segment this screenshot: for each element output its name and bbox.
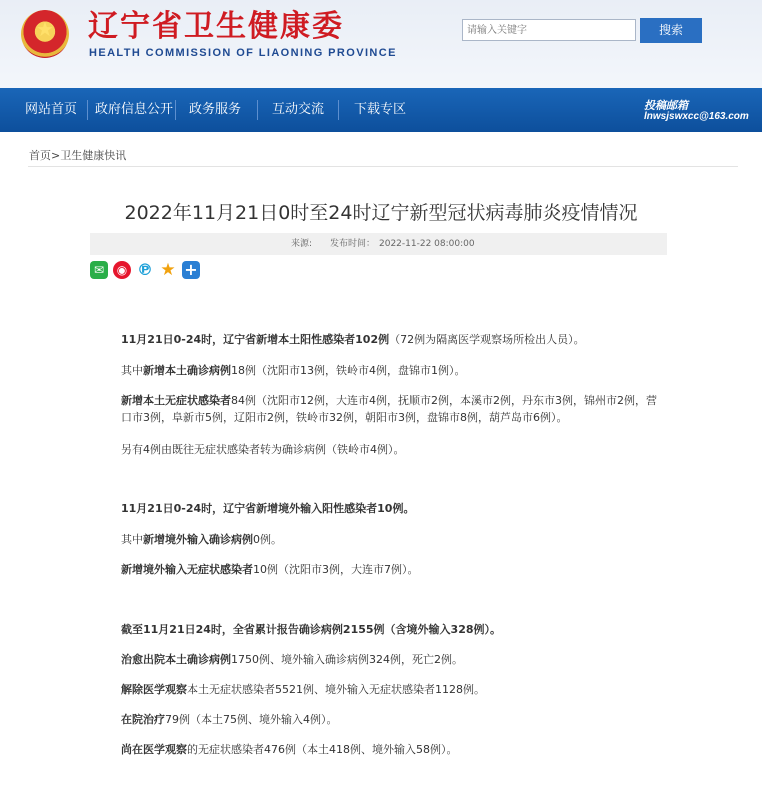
paragraph-text: 84例（沈阳市12例，大连市4例，抚顺市2例，本溪市2例，丹东市3例，锦州市2例，营口市3例，阜新市5例，辽阳市2例，铁岭市32例，朝阳市3例，盘锦市8例，葫芦岛市6例）。 xyxy=(121,394,657,424)
highlight-text: 在院治疗 xyxy=(121,713,165,726)
source-label: 来源: xyxy=(291,239,313,249)
nav-divider xyxy=(257,100,258,120)
paragraph xyxy=(121,392,666,426)
nav-divider xyxy=(338,100,339,120)
search-button[interactable]: 搜索 xyxy=(640,18,702,43)
nav-item-services[interactable]: 政务服务 xyxy=(189,102,242,117)
paragraph xyxy=(121,531,666,548)
paragraph xyxy=(121,331,666,348)
article-title: 2022年11月21日0时至24时辽宁新型冠状病毒肺炎疫情情况 xyxy=(124,202,638,224)
divider xyxy=(28,166,738,167)
highlight-text: 治愈出院本土确诊病例 xyxy=(121,653,231,666)
highlight-text: 11月21日0-24时，辽宁省新增本土阳性感染者102例 xyxy=(121,333,390,346)
site-title[interactable]: 辽宁省卫生健康委 xyxy=(88,9,344,44)
national-emblem-icon: ★ xyxy=(21,10,69,58)
highlight-text: 解除医学观察 xyxy=(121,683,187,696)
highlight-text: 新增境外输入无症状感染者 xyxy=(121,563,253,576)
site-header xyxy=(0,0,762,88)
paragraph-text: 79例（本土75例、境外输入4例）。 xyxy=(165,713,338,726)
highlight-text: 新增本土无症状感染者 xyxy=(121,394,231,407)
breadcrumb-section[interactable]: 卫生健康快讯 xyxy=(60,149,127,162)
paragraph xyxy=(121,651,666,668)
paragraph xyxy=(121,561,666,578)
paragraph xyxy=(121,711,666,728)
search-input[interactable] xyxy=(462,19,636,41)
favorite-icon[interactable]: ★ xyxy=(160,260,176,280)
article-meta xyxy=(90,233,667,255)
date-label: 发布时间： xyxy=(330,239,376,249)
paragraph-text: 本土无症状感染者5521例、境外输入无症状感染者1128例。 xyxy=(187,683,485,696)
weibo-icon[interactable]: ◉ xyxy=(113,261,131,279)
paragraph xyxy=(121,681,666,698)
paragraph-text: 其中 xyxy=(121,533,143,546)
paragraph xyxy=(121,500,666,517)
paragraph-text: 另有4例由既往无症状感染者转为确诊病例（铁岭市4例）。 xyxy=(121,443,405,456)
breadcrumb-separator: > xyxy=(51,149,61,162)
nav-item-interaction[interactable]: 互动交流 xyxy=(272,102,325,117)
highlight-text: 11月21日0-24时，辽宁省新增境外输入阳性感染者10例。 xyxy=(121,502,415,515)
main-nav xyxy=(0,88,762,132)
paragraph-text: 18例（沈阳市13例，铁岭市4例，盘锦市1例）。 xyxy=(231,364,466,377)
paragraph-text: 1750例、境外输入确诊病例324例，死亡2例。 xyxy=(231,653,463,666)
nav-item-gov-info[interactable]: 政府信息公开 xyxy=(95,102,174,117)
nav-divider xyxy=(87,100,88,120)
mail-title: 投稿邮箱 xyxy=(644,99,688,112)
paragraph-text: 其中 xyxy=(121,364,143,377)
mail-address[interactable]: lnwsjswxcc@163.com xyxy=(644,111,749,122)
wechat-icon[interactable]: ✉ xyxy=(90,261,108,279)
paragraph xyxy=(121,441,666,458)
paragraph xyxy=(121,741,666,758)
paragraph-text: 10例（沈阳市3例，大连市7例）。 xyxy=(253,563,419,576)
highlight-text: 截至11月21日24时，全省累计报告确诊病例2155例（含境外输入328例）。 xyxy=(121,623,501,636)
pinterest-icon[interactable]: ℗ xyxy=(137,260,153,279)
more-share-icon[interactable]: + xyxy=(182,261,200,279)
highlight-text: 尚在医学观察 xyxy=(121,743,187,756)
site-subtitle: HEALTH COMMISSION OF LIAONING PROVINCE xyxy=(89,47,397,59)
paragraph-text: （72例为隔离医学观察场所检出人员）。 xyxy=(389,333,585,346)
nav-item-home[interactable]: 网站首页 xyxy=(25,102,78,117)
paragraph-text: 0例。 xyxy=(253,533,282,546)
nav-item-downloads[interactable]: 下载专区 xyxy=(354,102,407,117)
breadcrumb xyxy=(29,147,126,163)
publish-date: 2022-11-22 08:00:00 xyxy=(379,239,475,249)
paragraph xyxy=(121,621,666,638)
nav-divider xyxy=(175,100,176,120)
highlight-text: 新增境外输入确诊病例 xyxy=(143,533,253,546)
highlight-text: 新增本土确诊病例 xyxy=(143,364,231,377)
paragraph-text: 的无症状感染者476例（本土418例、境外输入58例）。 xyxy=(187,743,458,756)
paragraph xyxy=(121,362,666,379)
breadcrumb-home[interactable]: 首页 xyxy=(29,149,51,162)
